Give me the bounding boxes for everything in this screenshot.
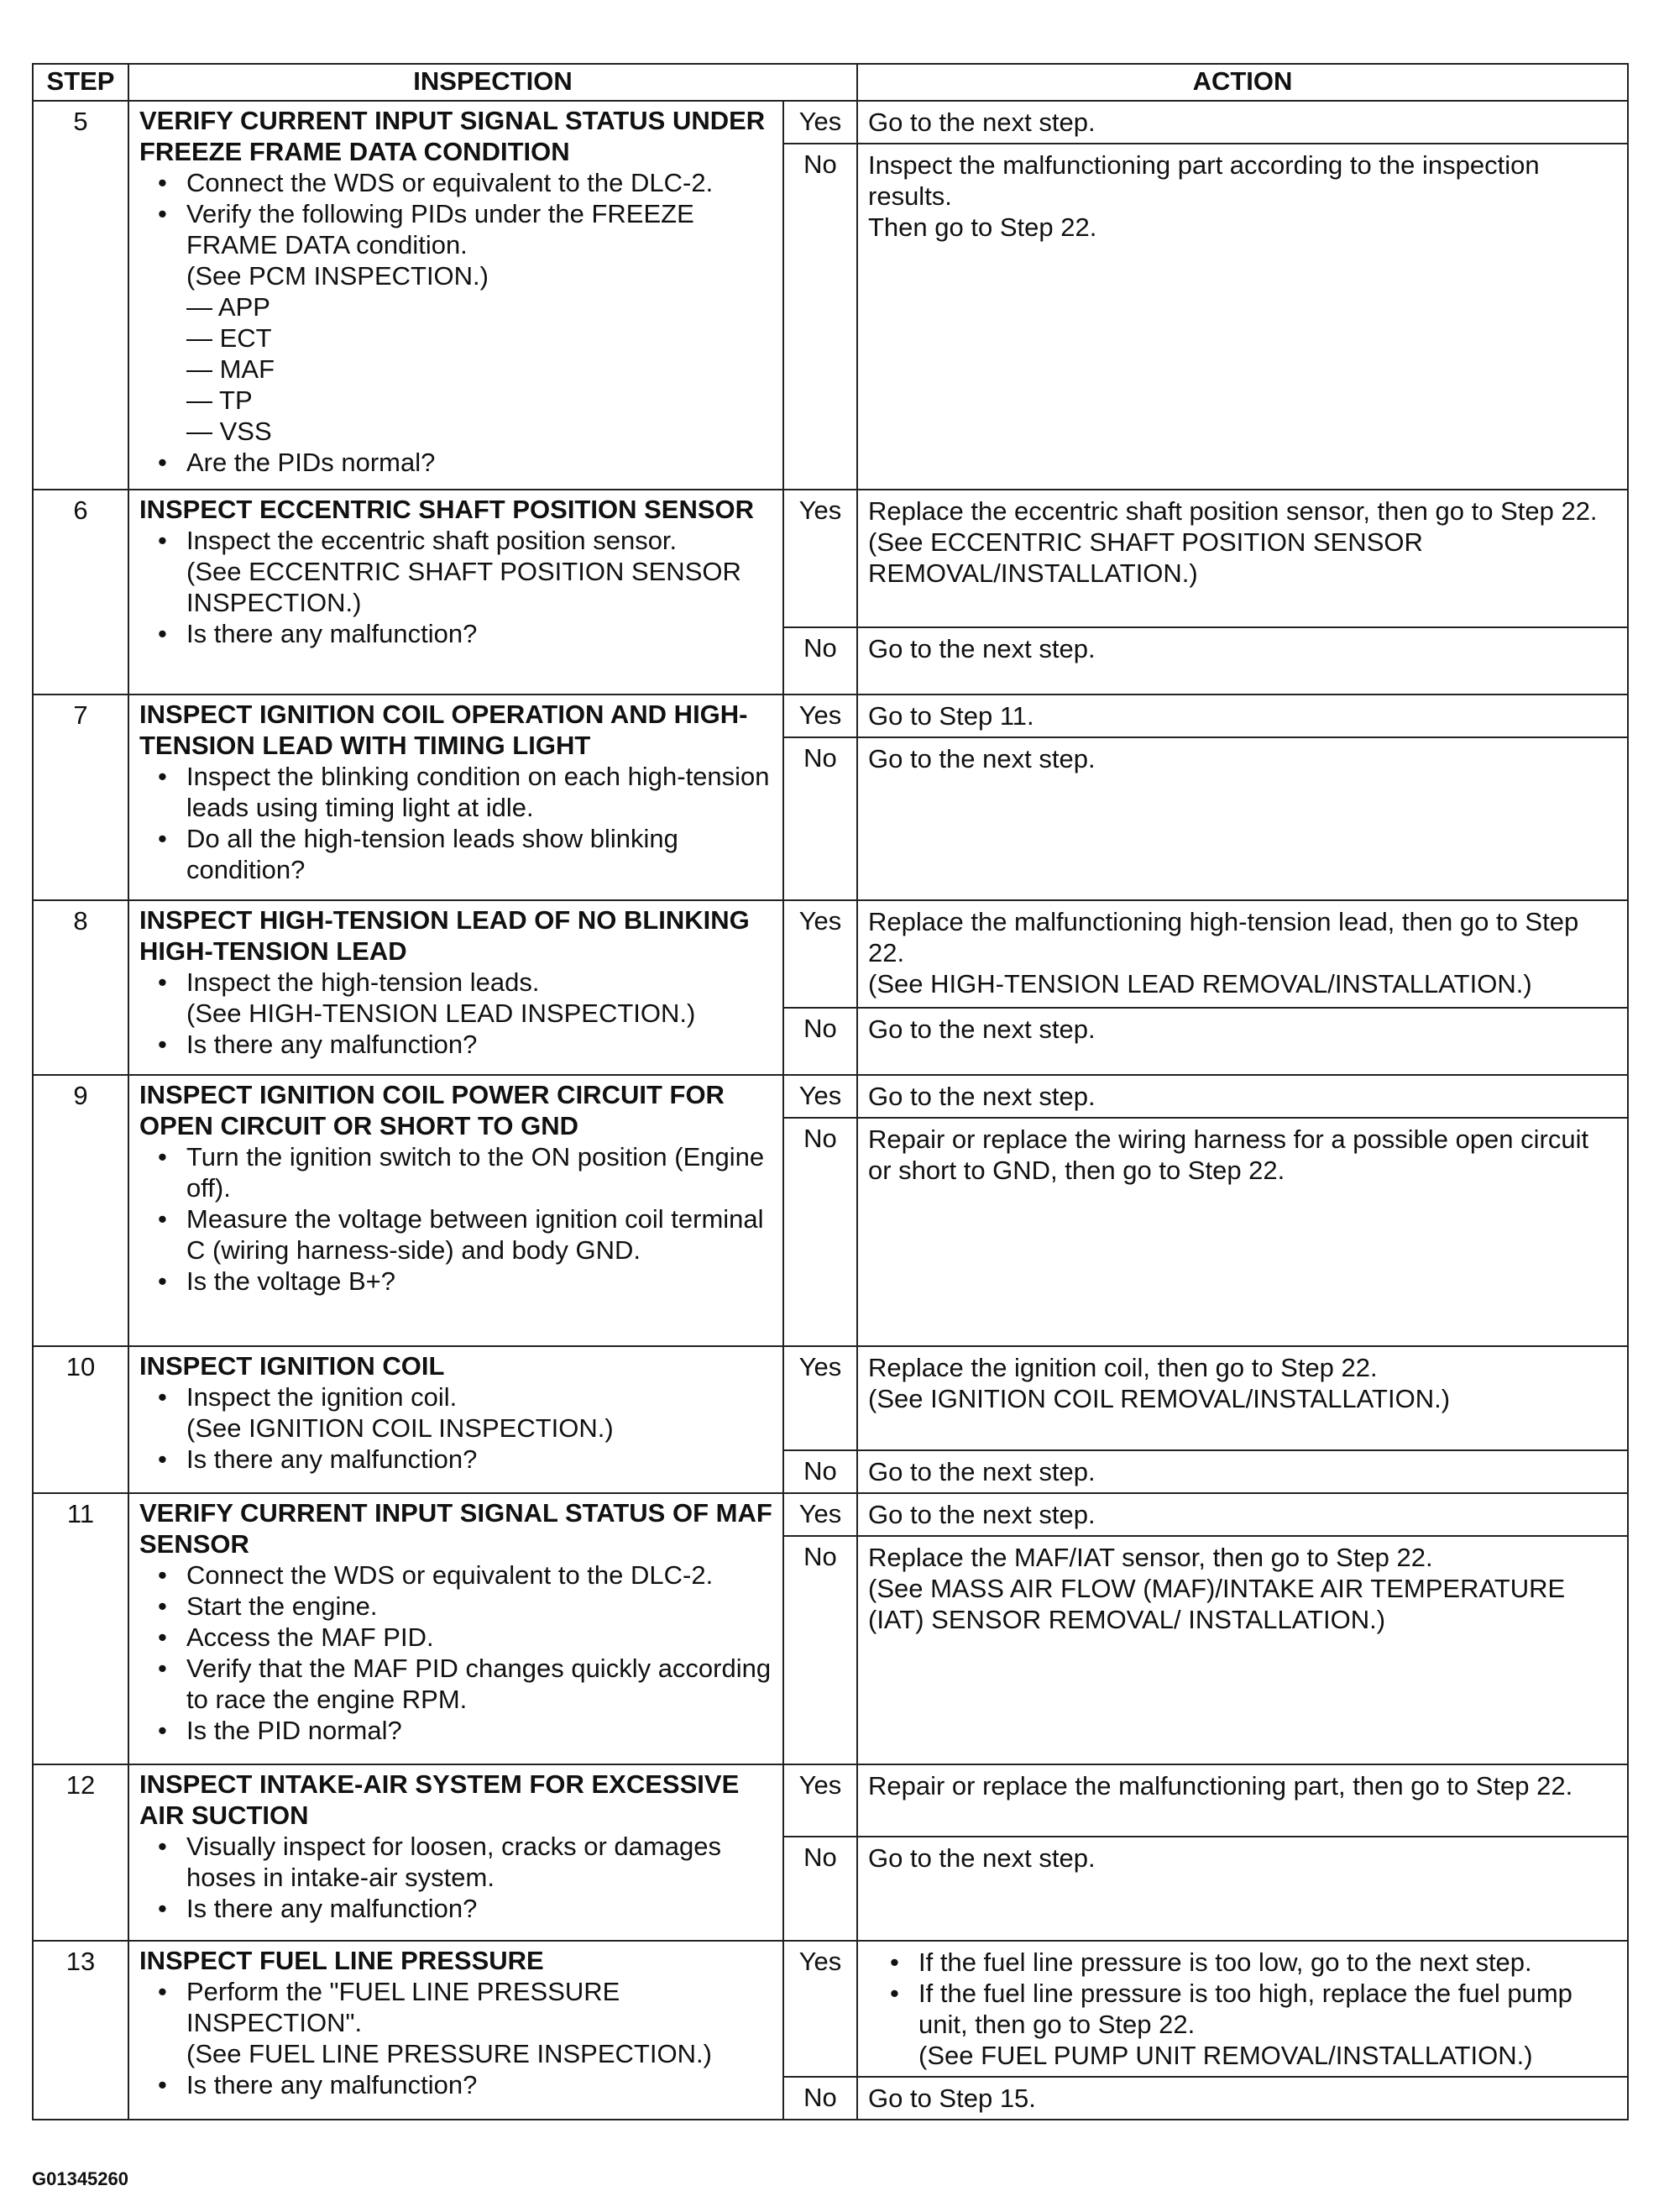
- list-item: (See IGNITION COIL INSPECTION.): [186, 1413, 614, 1443]
- no-label: No: [783, 1118, 857, 1346]
- list-item: • Visually inspect for loosen, cracks or damages hoses in intake-air system.: [146, 1831, 772, 1893]
- list-item: • Is there any malfunction?: [146, 1444, 772, 1475]
- list-item: • Do all the high-tension leads show blinking condition?: [146, 823, 772, 885]
- yes-action: Go to Step 11.: [857, 695, 1628, 737]
- list-item: • Inspect the ignition coil.: [146, 1381, 772, 1413]
- no-label: No: [783, 2077, 857, 2120]
- table-row: [33, 1941, 1628, 2077]
- list-item: • If the fuel line pressure is too high, replace the fuel pump unit, then go to Step 22.: [878, 1978, 1619, 2040]
- inspection-list: [139, 525, 772, 649]
- inspection-list: [139, 1976, 772, 2100]
- list-item: — ECT: [186, 323, 272, 353]
- inspection-title: VERIFY CURRENT INPUT SIGNAL STATUS UNDER FREEZE FRAME DATA CONDITION: [139, 106, 766, 166]
- no-action: Repair or replace the wiring harness for a possible open circuit or short to GND, then go to Step 22.: [857, 1118, 1628, 1346]
- yes-label: Yes: [783, 490, 857, 627]
- no-label: No: [783, 1536, 857, 1764]
- step-number: 9: [33, 1075, 128, 1346]
- step-number: 11: [33, 1493, 128, 1764]
- inspection-list: [139, 761, 772, 885]
- no-action: Go to the next step.: [857, 627, 1628, 695]
- no-label: No: [783, 627, 857, 695]
- header-inspection: INSPECTION: [128, 64, 857, 101]
- list-item: • Inspect the eccentric shaft position sensor.: [146, 525, 772, 556]
- list-item: • Is the voltage B+?: [146, 1266, 772, 1297]
- list-item: (See PCM INSPECTION.): [186, 261, 489, 291]
- list-item: (See FUEL LINE PRESSURE INSPECTION.): [186, 2039, 712, 2068]
- yes-label: Yes: [783, 1075, 857, 1118]
- header-step: STEP: [33, 64, 128, 101]
- yes-label: Yes: [783, 1346, 857, 1450]
- list-item: • Verify that the MAF PID changes quickly according to race the engine RPM.: [146, 1653, 772, 1715]
- list-item: • Turn the ignition switch to the ON position (Engine off).: [146, 1141, 772, 1203]
- inspection-title: INSPECT IGNITION COIL OPERATION AND HIGH-TENSION LEAD WITH TIMING LIGHT: [139, 700, 748, 760]
- list-item: • Is there any malfunction?: [146, 2069, 772, 2100]
- yes-action: Repair or replace the malfunctioning part, then go to Step 22.: [857, 1764, 1628, 1837]
- table-row: [33, 1075, 1628, 1118]
- table-row: [33, 101, 1628, 144]
- list-item: • Start the engine.: [146, 1591, 772, 1622]
- list-item: • Perform the "FUEL LINE PRESSURE INSPECTION".: [146, 1976, 772, 2038]
- figure-code: G01345260: [32, 2168, 128, 2189]
- inspection-list: [139, 167, 772, 478]
- no-label: No: [783, 737, 857, 900]
- step-number: 10: [33, 1346, 128, 1493]
- list-item: • Is the PID normal?: [146, 1715, 772, 1746]
- inspection-title: INSPECT IGNITION COIL POWER CIRCUIT FOR OPEN CIRCUIT OR SHORT TO GND: [139, 1080, 725, 1140]
- yes-label: Yes: [783, 101, 857, 144]
- list-item: • Connect the WDS or equivalent to the DLC-2.: [146, 1559, 772, 1591]
- yes-action: Replace the malfunctioning high-tension lead, then go to Step 22. (See HIGH-TENSION LEAD REMOVAL/INSTALLATION.): [857, 900, 1628, 1008]
- no-action: Go to the next step.: [857, 1450, 1628, 1493]
- inspection-cell: [128, 1493, 783, 1764]
- inspection-cell: [128, 1941, 783, 2120]
- list-item: (See ECCENTRIC SHAFT POSITION SENSOR INSPECTION.): [186, 557, 741, 617]
- no-action: Go to the next step.: [857, 1837, 1628, 1941]
- list-item: • Verify the following PIDs under the FREEZE FRAME DATA condition.: [146, 198, 772, 260]
- table-row: [33, 1493, 1628, 1536]
- no-action: Go to Step 15.: [857, 2077, 1628, 2120]
- no-label: No: [783, 1837, 857, 1941]
- yes-label: Yes: [783, 900, 857, 1008]
- procedure-sheet: [32, 63, 1627, 2120]
- list-item: • If the fuel line pressure is too low, go to the next step.: [878, 1947, 1619, 1978]
- step-number: 7: [33, 695, 128, 900]
- inspection-title: INSPECT ECCENTRIC SHAFT POSITION SENSOR: [139, 495, 755, 524]
- inspection-cell: [128, 1764, 783, 1941]
- yes-action: Replace the ignition coil, then go to Step 22. (See IGNITION COIL REMOVAL/INSTALLATION.): [857, 1346, 1628, 1450]
- inspection-title: INSPECT INTAKE-AIR SYSTEM FOR EXCESSIVE AIR SUCTION: [139, 1769, 740, 1830]
- step-number: 8: [33, 900, 128, 1075]
- header-action: ACTION: [857, 64, 1628, 101]
- inspection-title: INSPECT HIGH-TENSION LEAD OF NO BLINKING HIGH-TENSION LEAD: [139, 905, 750, 966]
- yes-action: Go to the next step.: [857, 1075, 1628, 1118]
- list-item: • Connect the WDS or equivalent to the DLC-2.: [146, 167, 772, 198]
- inspection-title: INSPECT FUEL LINE PRESSURE: [139, 1946, 544, 1975]
- no-action: Replace the MAF/IAT sensor, then go to Step 22. (See MASS AIR FLOW (MAF)/INTAKE AIR TEMPERATURE (IAT) SENSOR REMOVAL/ INSTALLATION.): [857, 1536, 1628, 1764]
- yes-label: Yes: [783, 1764, 857, 1837]
- inspection-cell: [128, 1346, 783, 1493]
- inspection-cell: [128, 101, 783, 490]
- list-item: • Access the MAF PID.: [146, 1622, 772, 1653]
- inspection-cell: [128, 490, 783, 695]
- action-list: [868, 1947, 1619, 2071]
- list-item: • Inspect the high-tension leads.: [146, 967, 772, 998]
- inspection-title: INSPECT IGNITION COIL: [139, 1351, 445, 1381]
- no-action: Inspect the malfunctioning part according to the inspection results. Then go to Step 22.: [857, 144, 1628, 490]
- step-number: 13: [33, 1941, 128, 2120]
- inspection-list: [139, 1141, 772, 1297]
- list-item: • Is there any malfunction?: [146, 618, 772, 649]
- yes-action: Replace the eccentric shaft position sensor, then go to Step 22. (See ECCENTRIC SHAFT POSITION SENSOR REMOVAL/INSTALLATION.): [857, 490, 1628, 627]
- inspection-cell: [128, 1075, 783, 1346]
- list-item: — TP: [186, 385, 253, 415]
- table-row: [33, 695, 1628, 737]
- table-row: [33, 1346, 1628, 1450]
- yes-action: Go to the next step.: [857, 1493, 1628, 1536]
- table-row: [33, 1764, 1628, 1837]
- yes-label: Yes: [783, 1493, 857, 1536]
- inspection-list: [139, 1831, 772, 1924]
- no-label: No: [783, 144, 857, 490]
- list-item: — MAF: [186, 354, 275, 384]
- step-number: 5: [33, 101, 128, 490]
- yes-action: Go to the next step.: [857, 101, 1628, 144]
- list-item: (See FUEL PUMP UNIT REMOVAL/INSTALLATION.): [918, 2041, 1533, 2070]
- inspection-cell: [128, 695, 783, 900]
- list-item: — VSS: [186, 417, 272, 446]
- inspection-list: [139, 1559, 772, 1746]
- list-item: • Is there any malfunction?: [146, 1029, 772, 1060]
- table-row: [33, 490, 1628, 627]
- diagnostic-table: [32, 63, 1629, 2120]
- yes-action: [857, 1941, 1628, 2077]
- list-item: • Inspect the blinking condition on each high-tension leads using timing light at idle.: [146, 761, 772, 823]
- inspection-list: [139, 967, 772, 1060]
- inspection-title: VERIFY CURRENT INPUT SIGNAL STATUS OF MAF SENSOR: [139, 1498, 772, 1559]
- list-item: • Is there any malfunction?: [146, 1893, 772, 1924]
- inspection-list: [139, 1381, 772, 1475]
- no-action: Go to the next step.: [857, 1008, 1628, 1075]
- yes-label: Yes: [783, 695, 857, 737]
- list-item: • Are the PIDs normal?: [146, 447, 772, 478]
- list-item: — APP: [186, 292, 270, 322]
- no-action: Go to the next step.: [857, 737, 1628, 900]
- step-number: 12: [33, 1764, 128, 1941]
- table-row: [33, 900, 1628, 1008]
- list-item: (See HIGH-TENSION LEAD INSPECTION.): [186, 999, 696, 1028]
- inspection-cell: [128, 900, 783, 1075]
- table-body: [33, 101, 1628, 2120]
- yes-label: Yes: [783, 1941, 857, 2077]
- no-label: No: [783, 1008, 857, 1075]
- no-label: No: [783, 1450, 857, 1493]
- list-item: • Measure the voltage between ignition coil terminal C (wiring harness-side) and body GND.: [146, 1203, 772, 1266]
- step-number: 6: [33, 490, 128, 695]
- header-row: [33, 64, 1628, 101]
